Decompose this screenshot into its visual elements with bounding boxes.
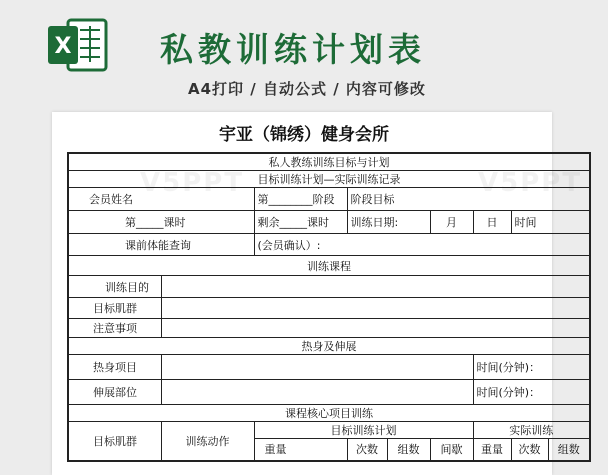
training-plan-table: [67, 152, 591, 462]
stage-label[interactable]: 第________阶段: [254, 188, 347, 211]
stretch-part-label: 伸展部位: [68, 380, 161, 405]
col-sets: 次数: [347, 439, 387, 461]
page-title: 私教训练计划表: [160, 30, 426, 69]
warmup-time-label: 时间(分钟)：: [473, 355, 590, 380]
training-date-label: 训练日期:: [347, 211, 430, 234]
company-name: 宇亚（锦绣）健身会所: [219, 125, 389, 145]
training-action-label: 训练动作: [161, 422, 254, 461]
page-header: [0, 0, 608, 112]
day-label: 日: [473, 211, 511, 234]
section-warmup: 热身及伸展: [68, 338, 590, 355]
stretch-part-field[interactable]: [161, 380, 473, 405]
training-purpose-field[interactable]: [161, 276, 590, 298]
member-confirm-label: (会员确认）:: [254, 234, 590, 256]
section-course: 训练课程: [68, 256, 590, 276]
warmup-item-label: 热身项目: [68, 355, 161, 380]
col-groups-actual: 组数: [548, 439, 590, 461]
excel-logo-icon: [44, 16, 110, 74]
actual-training-label: 实际训练: [473, 422, 590, 439]
target-muscle-field[interactable]: [161, 298, 590, 319]
session-label[interactable]: 第_____课时: [68, 211, 254, 234]
target-plan-label: 目标训练计划: [254, 422, 473, 439]
col-weight-actual: 重量: [473, 439, 511, 461]
section-goal-plan: 私人教练训练目标与计划: [68, 153, 590, 171]
training-purpose-label: 训练目的: [68, 276, 161, 298]
warmup-item-field[interactable]: [161, 355, 473, 380]
time-label: 时间: [511, 211, 590, 234]
section-core: 课程核心项目训练: [68, 405, 590, 422]
col-groups: 组数: [387, 439, 430, 461]
watermark-right: V5PPT: [478, 168, 583, 198]
month-label: 月: [430, 211, 473, 234]
section-plan-record: 目标训练计划—实际训练记录: [68, 171, 590, 188]
watermark-left: V5PPT: [140, 168, 245, 198]
svg-text:X: X: [54, 34, 72, 59]
notes-field[interactable]: [161, 319, 590, 338]
stretch-time-label: 时间(分钟)：: [473, 380, 590, 405]
pre-check-label: 课前体能查询: [68, 234, 254, 256]
col-rest: 间歇: [430, 439, 473, 461]
core-muscle-label: 目标肌群: [68, 422, 161, 461]
col-weight: 重量: [254, 439, 347, 461]
remaining-label[interactable]: 剩余_____课时: [254, 211, 347, 234]
page-subtitle: A4打印 / 自动公式 / 内容可修改: [188, 80, 426, 98]
col-sets-actual: 次数: [511, 439, 548, 461]
target-muscle-label: 目标肌群: [68, 298, 161, 319]
stage-goal-label: 阶段目标: [347, 188, 590, 211]
notes-label: 注意事项: [68, 319, 161, 338]
member-name-label: 会员姓名: [68, 188, 254, 211]
